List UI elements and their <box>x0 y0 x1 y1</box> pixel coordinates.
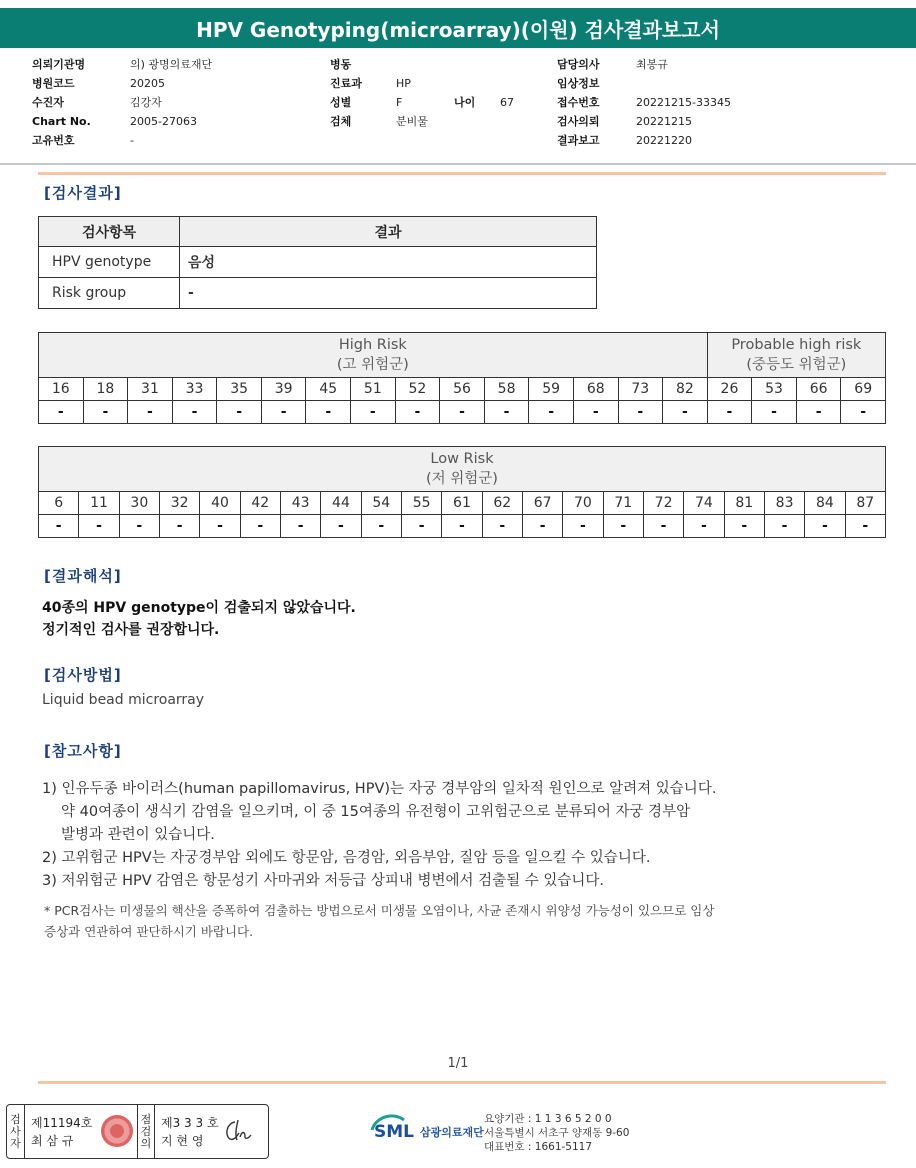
info-label: 병동 <box>330 58 352 71</box>
high-risk-types-row <box>39 378 886 401</box>
vertical-label-char: 자 <box>10 1136 21 1150</box>
genotype-result-cell: - <box>522 515 562 538</box>
note-line: 증상과 연관하여 판단하시기 바랍니다. <box>44 924 254 939</box>
genotype-type-cell: 39 <box>261 378 306 401</box>
genotype-result-cell: - <box>39 515 79 538</box>
genotype-type-cell: 66 <box>796 378 841 401</box>
row-result: - <box>180 278 597 309</box>
genotype-type-cell: 55 <box>401 492 441 515</box>
note-line: * PCR검사는 미생물의 핵산을 증폭하여 검출하는 방법으로서 미생물 오염이나, 사균 존재시 위양성 가능성이 있으므로 임상 <box>44 903 715 918</box>
genotype-type-cell: 6 <box>39 492 79 515</box>
interpretation-text <box>42 597 356 641</box>
info-value: 최봉규 <box>636 58 668 71</box>
vertical-label-char: 검 <box>140 1124 152 1138</box>
genotype-result-cell: - <box>764 515 804 538</box>
section-result: [검사결과] <box>44 184 122 202</box>
genotype-result-cell: - <box>128 401 173 424</box>
genotype-result-cell: - <box>707 401 752 424</box>
low-risk-results-row <box>39 515 886 538</box>
genotype-result-cell: - <box>401 515 441 538</box>
info-label: 수진자 <box>32 96 64 109</box>
low-risk-header <box>39 447 886 492</box>
interpretation-line: 40종의 HPV genotype이 검출되지 않았습니다. <box>42 600 356 616</box>
info-label: 의뢰기관명 <box>32 58 86 71</box>
info-label: 검체 <box>330 115 352 128</box>
genotype-type-cell: 58 <box>484 378 529 401</box>
vertical-label-char: 사 <box>10 1124 21 1138</box>
genotype-type-cell: 70 <box>563 492 603 515</box>
examiner-name: 최 삼 규 <box>31 1133 74 1148</box>
genotype-type-cell: 54 <box>361 492 401 515</box>
vertical-label-char: 검 <box>10 1112 21 1126</box>
age-label: 나이 <box>454 96 476 109</box>
genotype-result-cell: - <box>172 401 217 424</box>
reference-item: 1) 인유두종 바이러스(human papillomavirus, HPV)는 자궁 경부암의 일차적 원인으로 알려져 있습니다. <box>42 781 717 797</box>
info-value: 20221215-33345 <box>636 96 731 109</box>
examiner-label <box>7 1105 25 1158</box>
patient-info-col1 <box>32 55 212 150</box>
genotype-result-cell: - <box>217 401 262 424</box>
genotype-type-cell: 30 <box>119 492 159 515</box>
genotype-result-cell: - <box>603 515 643 538</box>
interpretation-line: 정기적인 검사를 권장합니다. <box>42 622 220 638</box>
patient-info-col3 <box>557 55 731 150</box>
info-value: F <box>396 96 403 109</box>
reference-item: 3) 저위험군 HPV 감염은 항문성기 사마귀와 저등급 상피내 병변에서 검출될 수 있습니다. <box>42 873 604 889</box>
row-result: 음성 <box>180 247 597 278</box>
high-risk-label: High Risk <box>338 337 407 353</box>
info-label: Chart No. <box>32 115 91 128</box>
info-value: 분비물 <box>396 115 428 128</box>
genotype-result-cell: - <box>663 401 708 424</box>
genotype-result-cell: - <box>240 515 280 538</box>
genotype-result-cell: - <box>39 401 84 424</box>
age-value: 67 <box>500 96 514 109</box>
section-method: [검사방법] <box>44 666 122 684</box>
top-accent-line <box>38 172 886 175</box>
info-value: 김강자 <box>130 96 162 109</box>
genotype-result-cell: - <box>484 401 529 424</box>
genotype-type-cell: 51 <box>351 378 396 401</box>
probable-risk-header <box>707 333 885 378</box>
genotype-type-cell: 81 <box>724 492 764 515</box>
genotype-result-cell: - <box>752 401 797 424</box>
genotype-type-cell: 53 <box>752 378 797 401</box>
genotype-result-cell: - <box>261 401 306 424</box>
section-reference: [참고사항] <box>44 742 122 760</box>
genotype-type-cell: 52 <box>395 378 440 401</box>
genotype-type-cell: 62 <box>482 492 522 515</box>
genotype-type-cell: 69 <box>841 378 886 401</box>
contact-line: 요양기관 : 1 1 3 6 5 2 0 0 <box>484 1113 612 1125</box>
probable-risk-label: Probable high risk <box>731 337 862 353</box>
genotype-result-cell: - <box>618 401 663 424</box>
bottom-accent-line <box>38 1081 886 1084</box>
low-risk-types-row <box>39 492 886 515</box>
reviewer-name: 지 현 영 <box>161 1133 204 1148</box>
signature-box <box>6 1104 269 1159</box>
report-title: HPV Genotyping(microarray)(이원) 검사결과보고서 <box>0 8 916 48</box>
info-value: 20221220 <box>636 134 692 147</box>
genotype-type-cell: 68 <box>573 378 618 401</box>
org-contact <box>484 1112 629 1154</box>
info-label: 고유번호 <box>32 134 75 147</box>
reviewer-signature <box>155 1105 268 1158</box>
genotype-result-cell: - <box>395 401 440 424</box>
info-label: 접수번호 <box>557 96 600 109</box>
genotype-result-cell: - <box>724 515 764 538</box>
info-label: 병원코드 <box>32 77 75 90</box>
genotype-result-cell: - <box>351 401 396 424</box>
genotype-result-cell: - <box>482 515 522 538</box>
high-risk-table <box>38 332 886 424</box>
high-risk-header <box>39 333 708 378</box>
section-interpretation: [결과해석] <box>44 567 122 585</box>
info-label: 결과보고 <box>557 134 600 147</box>
info-label: 담당의사 <box>557 58 600 71</box>
patient-info-col2 <box>330 55 514 131</box>
low-risk-label: Low Risk <box>430 451 494 467</box>
info-value: 2005-27063 <box>130 115 197 128</box>
genotype-type-cell: 26 <box>707 378 752 401</box>
genotype-result-cell: - <box>361 515 401 538</box>
org-name: 삼광의료재단 <box>420 1126 484 1139</box>
genotype-result-cell: - <box>119 515 159 538</box>
genotype-type-cell: 35 <box>217 378 262 401</box>
genotype-result-cell: - <box>684 515 724 538</box>
examiner-license: 제11194호 <box>31 1115 93 1130</box>
genotype-type-cell: 67 <box>522 492 562 515</box>
genotype-result-cell: - <box>83 401 128 424</box>
info-value: HP <box>396 77 411 90</box>
org-logo-text: SML <box>374 1122 414 1142</box>
info-label: 임상정보 <box>557 77 600 90</box>
genotype-type-cell: 61 <box>442 492 482 515</box>
genotype-type-cell: 44 <box>321 492 361 515</box>
genotype-result-cell: - <box>440 401 485 424</box>
genotype-type-cell: 42 <box>240 492 280 515</box>
genotype-type-cell: 43 <box>280 492 320 515</box>
reference-list <box>42 778 716 893</box>
reviewer-handwritten-signature <box>221 1117 253 1145</box>
probable-risk-sublabel: (중등도 위험군) <box>746 357 847 373</box>
info-value: - <box>130 134 134 147</box>
genotype-result-cell: - <box>442 515 482 538</box>
genotype-type-cell: 71 <box>603 492 643 515</box>
reviewer-license: 제3 3 3 호 <box>161 1115 219 1130</box>
header-result: 결과 <box>180 217 597 247</box>
genotype-type-cell: 32 <box>159 492 199 515</box>
genotype-type-cell: 82 <box>663 378 708 401</box>
table-row <box>39 278 597 309</box>
genotype-type-cell: 16 <box>39 378 84 401</box>
row-item: HPV genotype <box>39 247 180 278</box>
low-risk-table <box>38 446 886 538</box>
contact-line: 서울특별시 서초구 양재동 9-60 <box>484 1127 630 1139</box>
org-logo <box>368 1110 484 1144</box>
header-item: 검사항목 <box>39 217 180 247</box>
genotype-type-cell: 33 <box>172 378 217 401</box>
reference-item: 2) 고위험군 HPV는 자궁경부암 외에도 항문암, 음경암, 외음부암, 질암 등을 일으킬 수 있습니다. <box>42 850 651 866</box>
genotype-result-cell: - <box>845 515 885 538</box>
result-table <box>38 216 597 309</box>
genotype-result-cell: - <box>796 401 841 424</box>
genotype-result-cell: - <box>306 401 351 424</box>
high-risk-results-row <box>39 401 886 424</box>
genotype-type-cell: 83 <box>764 492 804 515</box>
genotype-type-cell: 45 <box>306 378 351 401</box>
low-risk-sublabel: (저 위험군) <box>426 471 498 487</box>
method-text: Liquid bead microarray <box>42 692 205 708</box>
contact-line: 대표번호 : 1661-5117 <box>484 1141 593 1153</box>
genotype-result-cell: - <box>805 515 845 538</box>
genotype-type-cell: 56 <box>440 378 485 401</box>
genotype-result-cell: - <box>573 401 618 424</box>
genotype-type-cell: 87 <box>845 492 885 515</box>
genotype-type-cell: 84 <box>805 492 845 515</box>
info-label: 검사의뢰 <box>557 115 600 128</box>
info-value: 20205 <box>130 77 165 90</box>
info-value: 20221215 <box>636 115 692 128</box>
high-risk-sublabel: (고 위험군) <box>336 357 409 373</box>
genotype-type-cell: 11 <box>79 492 119 515</box>
reference-item: 약 40여종이 생식기 감염을 일으키며, 이 중 15여종의 유전형이 고위험군으로 분류되어 자궁 경부암 <box>61 804 691 820</box>
examiner-signature <box>25 1105 137 1158</box>
genotype-result-cell: - <box>643 515 683 538</box>
genotype-result-cell: - <box>79 515 119 538</box>
genotype-result-cell: - <box>321 515 361 538</box>
page-number: 1/1 <box>447 1056 469 1071</box>
table-row <box>39 247 597 278</box>
genotype-type-cell: 73 <box>618 378 663 401</box>
vertical-label-char: 점 <box>140 1112 152 1126</box>
genotype-result-cell: - <box>159 515 199 538</box>
info-label: 진료과 <box>330 77 362 90</box>
vertical-label-char: 의 <box>140 1136 152 1150</box>
genotype-result-cell: - <box>200 515 240 538</box>
genotype-type-cell: 72 <box>643 492 683 515</box>
info-label: 성별 <box>330 96 352 109</box>
genotype-result-cell: - <box>529 401 574 424</box>
examiner-seal <box>101 1115 133 1147</box>
genotype-type-cell: 59 <box>529 378 574 401</box>
reviewer-label <box>137 1105 155 1158</box>
row-item: Risk group <box>39 278 180 309</box>
reference-item: 발병과 관련이 있습니다. <box>61 827 215 843</box>
genotype-type-cell: 31 <box>128 378 173 401</box>
genotype-result-cell: - <box>563 515 603 538</box>
pcr-note <box>44 900 714 942</box>
genotype-type-cell: 18 <box>83 378 128 401</box>
header-divider <box>0 163 916 165</box>
genotype-type-cell: 74 <box>684 492 724 515</box>
genotype-result-cell: - <box>841 401 886 424</box>
genotype-type-cell: 40 <box>200 492 240 515</box>
info-value: 의) 광명의료재단 <box>130 58 213 71</box>
genotype-result-cell: - <box>280 515 320 538</box>
